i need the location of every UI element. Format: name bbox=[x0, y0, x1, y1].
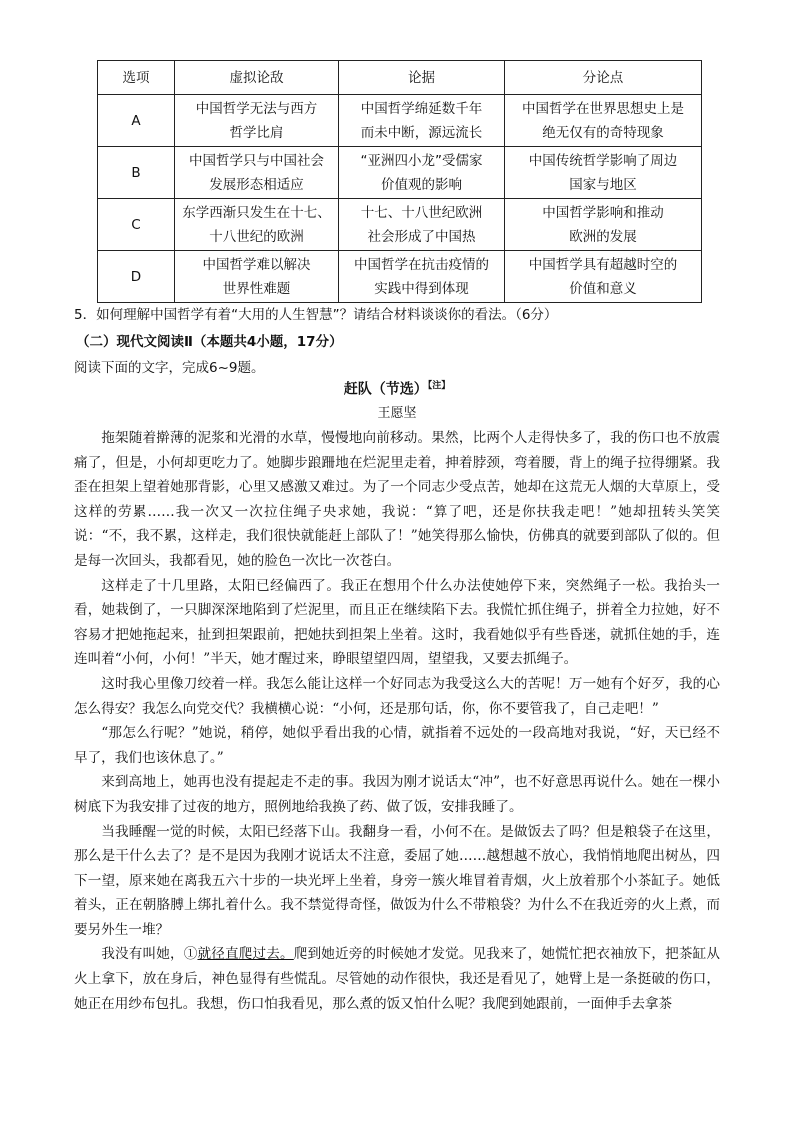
header-option: 选项 bbox=[98, 61, 175, 95]
underlined-sentence: 就径直爬过去。 bbox=[197, 946, 294, 963]
cell-line: 中国哲学无法与西方 bbox=[195, 100, 318, 117]
cell-line: 价值观的影响 bbox=[381, 176, 462, 193]
table-row bbox=[98, 199, 702, 251]
table-row bbox=[98, 95, 702, 147]
cell-line: 而未中断，源远流长 bbox=[360, 124, 483, 141]
cell-evidence bbox=[339, 95, 505, 147]
option-label: B bbox=[98, 147, 175, 199]
cell-line: 欧洲的发展 bbox=[569, 228, 637, 245]
paragraph-text: 爬到她近旁的时候她才发觉。见我来了，她慌忙把衣袖放下，把茶缸从火上拿下，放在身后，神色显得有些慌乱。尽管她的动作很快，我还是看见了，她臂上是一条挺破的伤口，她正在用纱布包扎。我想，伤口怕我看见，那么煮的饭又怕什么呢？我爬到她跟前，一面伸手去拿茶 bbox=[74, 946, 721, 1012]
cell-sub-argument bbox=[505, 199, 702, 251]
header-evidence: 论据 bbox=[339, 61, 505, 95]
cell-line: 十八世纪的欧洲 bbox=[209, 228, 304, 245]
cell-line: 实践中得到体现 bbox=[374, 280, 469, 297]
cell-opponent bbox=[175, 147, 339, 199]
paragraph: 当我睡醒一觉的时候，太阳已经落下山。我翻身一看，小何不在。是做饭去了吗？但是粮袋子在这里，那么是干什么去了？是不是因为我刚才说话太不注意，委屈了她……越想越不放心，我悄悄地爬出树丛，四下一望，原来她在离我五六十步的一块光坪上坐着，身旁一簇火堆冒着青烟，火上放着那个小茶缸子。她低着头，正在朝胳膊上绑扎着什么。我不禁觉得奇怪，做饭为什么不带粮袋？为什么不在我近旁的火上煮，而要另外生一堆？ bbox=[74, 823, 720, 938]
cell-sub-argument bbox=[505, 147, 702, 199]
cell-line: 社会形成了中国热 bbox=[367, 228, 476, 245]
cell-line: 中国哲学难以解决 bbox=[202, 256, 311, 273]
cell-line: 发展形态相适应 bbox=[209, 176, 304, 193]
paragraph bbox=[74, 942, 720, 1016]
paragraph: “那怎么行呢？”她说，稍停，她似乎看出我的心情，就指着不远处的一段高地对我说，“好，天已经不早了，我们也该休息了。” bbox=[74, 725, 720, 766]
cell-line: 哲学比肩 bbox=[229, 124, 284, 141]
cell-line: 国家与地区 bbox=[569, 176, 637, 193]
cell-evidence bbox=[339, 147, 505, 199]
section-heading: （二）现代文阅读Ⅱ（本题共4小题，17分） bbox=[76, 334, 343, 350]
cell-line: 中国哲学具有超越时空的 bbox=[528, 256, 678, 273]
title-note-marker: 【注】 bbox=[427, 381, 451, 391]
cell-evidence bbox=[339, 251, 505, 303]
cell-opponent bbox=[175, 251, 339, 303]
article-author: 王愿坚 bbox=[377, 406, 417, 421]
paragraph: 拖架随着擀薄的泥浆和光滑的水草，慢慢地向前移动。果然，比两个人走得快多了，我的伤口也不放震痛了，但是，小何却更吃力了。她脚步踉跚地在烂泥里走着，抻着脖颈，弯着腰，背上的绳子拉得绷紧。我歪在担架上望着她那背影，心里又感激又难过。为了一个同志少受点苦，她却在这荒无人烟的大草原上，受这样的劳累……我一次又一次拉住绳子央求她，我说：“算了吧，还是你扶我走吧！”她却扭转头笑笑说：“不，我不累，这样走，我们很快就能赶上部队了！”她笑得那么愉快，仿佛真的就要到部队了似的。但是每一次回头，我都看见，她的脸色一次比一次苍白。 bbox=[74, 430, 720, 569]
header-virtual-opponent: 虚拟论敌 bbox=[175, 61, 339, 95]
cell-line: 中国传统哲学影响了周边 bbox=[528, 152, 678, 169]
article-title bbox=[0, 378, 794, 399]
cell-opponent bbox=[175, 199, 339, 251]
reading-instruction: 阅读下面的文字，完成6~9题。 bbox=[74, 360, 265, 376]
header-sub-argument: 分论点 bbox=[505, 61, 702, 95]
option-label: C bbox=[98, 199, 175, 251]
cell-line: 中国哲学绵延数千年 bbox=[360, 100, 483, 117]
cell-opponent bbox=[175, 95, 339, 147]
article-title-text: 赶队（节选） bbox=[343, 381, 428, 398]
cell-sub-argument bbox=[505, 251, 702, 303]
annotation-marker: ① bbox=[183, 946, 198, 963]
option-label: D bbox=[98, 251, 175, 303]
paragraph: 这时我心里像刀绞着一样。我怎么能让这样一个好同志为我受这么大的苦呢！万一她有个好歹，我的心怎么得安？我怎么向党交代？我横横心说：“小何，还是那句话，你，你不要管我了，自己走吧！” bbox=[74, 675, 720, 717]
cell-line: 价值和意义 bbox=[569, 280, 637, 297]
cell-line: 中国哲学只与中国社会 bbox=[189, 152, 324, 169]
cell-sub-argument bbox=[505, 95, 702, 147]
table-row bbox=[98, 251, 702, 303]
cell-evidence bbox=[339, 199, 505, 251]
cell-line: 中国哲学影响和推动 bbox=[542, 204, 664, 221]
table-row bbox=[98, 147, 702, 199]
paragraph: 来到高地上，她再也没有提起走不走的事。我因为刚才说话太“冲”，也不好意思再说什么。她在一棵小树底下为我安排了过夜的地方，照例地给我换了药、做了饭，安排我睡了。 bbox=[74, 774, 720, 815]
cell-line: 十七、十八世纪欧洲 bbox=[360, 204, 483, 221]
option-label: A bbox=[98, 95, 175, 147]
cell-line: 世界性难题 bbox=[222, 280, 291, 297]
cell-line: 绝无仅有的奇特现象 bbox=[542, 124, 664, 141]
paragraph-text: 我没有叫她， bbox=[101, 946, 184, 963]
article-body bbox=[74, 426, 720, 1016]
table-header-row bbox=[98, 61, 702, 95]
cell-line: 中国哲学在世界思想史上是 bbox=[522, 100, 684, 117]
cell-line: 中国哲学在抗击疫情的 bbox=[354, 256, 489, 273]
cell-line: “亚洲四小龙”受儒家 bbox=[360, 152, 483, 169]
options-table bbox=[97, 60, 702, 303]
cell-line: 东学西渐只发生在十七、 bbox=[182, 204, 331, 221]
paragraph: 这样走了十几里路，太阳已经偏西了。我正在想用个什么办法使她停下来，突然绳子一松。我抬头一看，她栽倒了，一只脚深深地陷到了烂泥里，而且正在继续陷下去。我慌忙抓住绳子，拼着全力拉她，好不容易才把她拖起来，扯到担架跟前，把她扶到担架上坐着。这时，我看她似乎有些昏迷，就抓住她的手，连连叫着“小何，小何！”半天，她才醒过来，睁眼望望四周，望望我，又要去抓绳子。 bbox=[74, 577, 720, 668]
question-5: 5．如何理解中国哲学有着“大用的人生智慧”？请结合材料谈谈你的看法。（6分） bbox=[74, 307, 558, 323]
